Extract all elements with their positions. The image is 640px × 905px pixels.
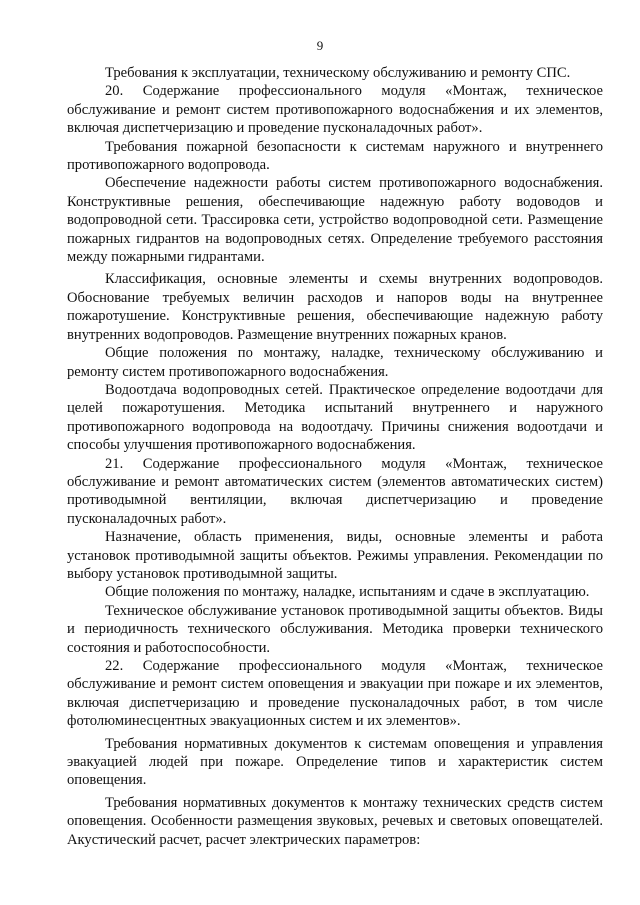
paragraph: Общие положения по монтажу, наладке, испытаниям и сдаче в эксплуатацию. — [105, 584, 590, 601]
paragraph: Требования к эксплуатации, техническому обслуживанию и ремонту СПС. — [105, 65, 571, 81]
paragraph: Общие положения по монтажу, наладке, техническому обслуживанию и ремонту систем противопожарного водоснабжения. — [67, 345, 603, 380]
paragraph: Обеспечение надежности работы систем противопожарного водоснабжения. Конструктивные решения, обеспечивающие надежную работу водоводов и водопроводной сети. Трассировка сети, устройство водопроводной сети. Размещение пожарных гидрантов на водопроводных сетях. Определение требуемого расстояния между пожарными гидрантами. — [67, 175, 603, 266]
paragraph: 22. Содержание профессионального модуля «Монтаж, техническое обслуживание и ремонт систем оповещения и эвакуации при пожаре и их элементов, включая диспетчеризацию и проведение пусконаладочных работ, в том числе фотолюминесцентных эвакуационных систем и их элементов». — [67, 658, 603, 730]
paragraph: Классификация, основные элементы и схемы внутренних водопроводов. Обоснование требуемых величин расходов и напоров воды на внутреннее пожаротушение. Конструктивные решения, обеспечивающие надежную работу внутренних водопроводов. Размещение внутренних пожарных кранов. — [67, 271, 603, 343]
paragraph: 21. Содержание профессионального модуля «Монтаж, техническое обслуживание и ремонт автоматических систем (элементов автоматических систем) противодымной вентиляции, включая диспетчеризацию и проведение пусконаладочных работ». — [67, 455, 603, 527]
paragraph: Требования нормативных документов к монтажу технических средств систем оповещения. Особенности размещения звуковых, речевых и световых оповещателей. Акустический расчет, расчет электрических параметров: — [67, 794, 603, 848]
paragraph: Назначение, область применения, виды, основные элементы и работа установок противодымной защиты объектов. Режимы управления. Рекомендации по выбору установок противодымной защиты. — [67, 529, 603, 582]
paragraph: Водоотдача водопроводных сетей. Практическое определение водоотдачи для целей пожаротушения. Методика испытаний внутреннего и наружного противопожарного водопровода на водоотдачу. Причины снижения водоотдачи и способы улучшения противопожарного водоснабжения. — [67, 381, 603, 454]
paragraph: Техническое обслуживание установок противодымной защиты объектов. Виды и периодичность технического обслуживания. Методика проверки технического состояния и работоспособности. — [67, 602, 603, 656]
page-number: 9 — [316, 38, 324, 53]
paragraph: 20. Содержание профессионального модуля «Монтаж, техническое обслуживание и ремонт систем противопожарного водоснабжения и их элементов, включая диспетчеризацию и проведение пусконаладочных работ». — [67, 83, 603, 137]
paragraph: Требования пожарной безопасности к системам наружного и внутреннего противопожарного водопровода. — [67, 138, 603, 174]
paragraph: Требования нормативных документов к системам оповещения и управления эвакуацией людей при пожаре. Определение типов и характеристик систем оповещения. — [67, 735, 603, 789]
document-body — [67, 64, 603, 849]
